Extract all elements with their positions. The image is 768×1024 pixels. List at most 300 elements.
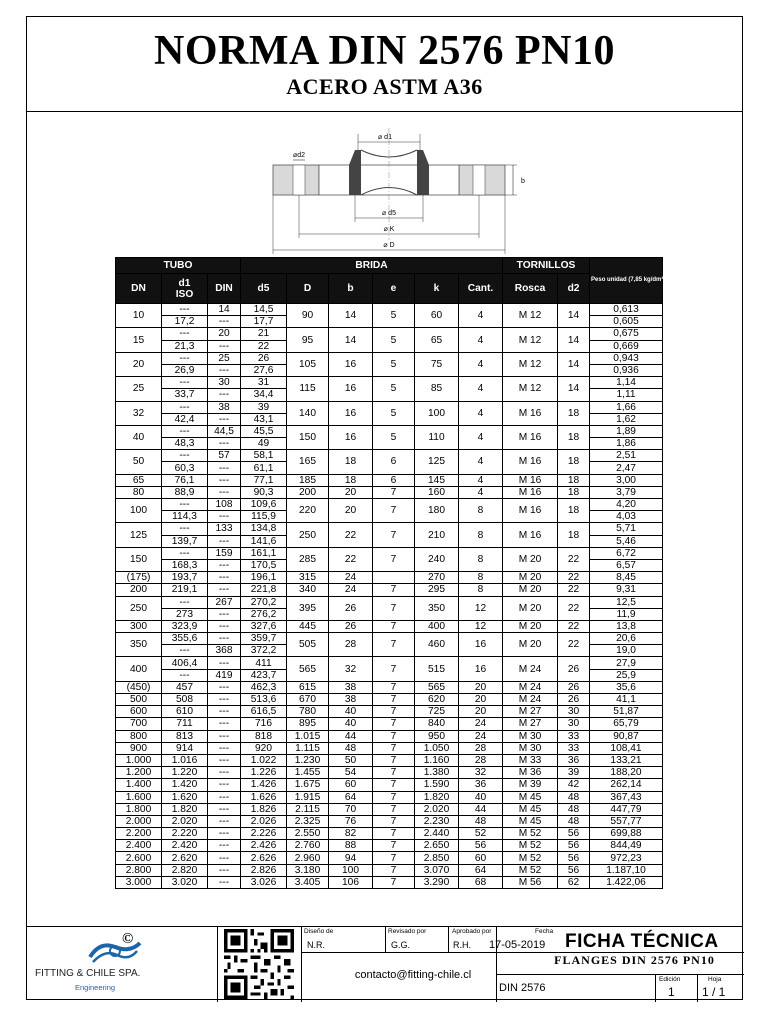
cell-rosca: M 12: [503, 377, 558, 401]
table-row: [116, 742, 663, 754]
cell-d2: 26: [558, 681, 590, 693]
cell-peso: 20,6: [590, 633, 663, 645]
cell-peso: 8,45: [590, 572, 663, 584]
cell-cant: 32: [459, 767, 503, 779]
cell-d5: 716: [241, 718, 287, 730]
cell-peso: 6,72: [590, 547, 663, 559]
footer-hline: [496, 974, 744, 975]
cell-e: 7: [373, 596, 415, 620]
cell-rosca: M 24: [503, 681, 558, 693]
cell-d5: 26: [241, 352, 287, 364]
cell-k: 515: [415, 657, 459, 681]
cell-peso: 844,49: [590, 840, 663, 852]
table-row: [116, 572, 663, 584]
cell-iso: ---: [162, 401, 208, 413]
cell-b: 82: [329, 828, 373, 840]
cell-dn: 300: [116, 620, 162, 632]
cell-cant: 4: [459, 425, 503, 449]
cell-b: 64: [329, 791, 373, 803]
cell-din: ---: [208, 864, 241, 876]
document-sheet: [26, 16, 743, 1000]
cell-din: ---: [208, 767, 241, 779]
cell-dn: 1.800: [116, 803, 162, 815]
cell-rosca: M 30: [503, 742, 558, 754]
cell-d5: 2.026: [241, 815, 287, 827]
cell-D: 2.325: [287, 815, 329, 827]
cell-d2: 22: [558, 620, 590, 632]
table-row: [116, 633, 663, 645]
cell-iso: 42,4: [162, 413, 208, 425]
cell-peso: 0,605: [590, 316, 663, 328]
cell-b: 76: [329, 815, 373, 827]
cell-e: 7: [373, 584, 415, 596]
cell-rosca: M 20: [503, 547, 558, 571]
cell-k: 295: [415, 584, 459, 596]
flange-drawing: [263, 120, 533, 260]
cell-d2: 48: [558, 791, 590, 803]
cell-iso: 323,9: [162, 620, 208, 632]
cell-k: 60: [415, 304, 459, 328]
cell-peso: 2,47: [590, 462, 663, 474]
cell-e: 5: [373, 304, 415, 328]
table-row: [116, 584, 663, 596]
cell-din: ---: [208, 840, 241, 852]
cell-b: 106: [329, 876, 373, 888]
cell-b: 16: [329, 401, 373, 425]
cell-d5: 221,8: [241, 584, 287, 596]
cell-d2: 22: [558, 572, 590, 584]
cell-e: 7: [373, 706, 415, 718]
cell-e: 5: [373, 425, 415, 449]
cell-d5: 43,1: [241, 413, 287, 425]
cell-rosca: M 20: [503, 620, 558, 632]
cell-din: 44,5: [208, 425, 241, 437]
group-header-tornillos: TORNILLOS: [503, 258, 590, 274]
cell-din: ---: [208, 559, 241, 571]
cell-iso: 711: [162, 718, 208, 730]
cell-rosca: M 20: [503, 572, 558, 584]
cell-din: ---: [208, 474, 241, 486]
cell-iso: ---: [162, 328, 208, 340]
cell-iso: 3.020: [162, 876, 208, 888]
cell-cant: 8: [459, 584, 503, 596]
cell-din: ---: [208, 633, 241, 645]
cell-rosca: M 36: [503, 767, 558, 779]
cell-rosca: M 16: [503, 425, 558, 449]
cell-iso: 355,6: [162, 633, 208, 645]
aprobado-label: Aprobado por: [452, 928, 492, 935]
cell-b: 18: [329, 450, 373, 474]
cell-b: 14: [329, 304, 373, 328]
cell-d5: 134,8: [241, 523, 287, 535]
cell-peso: 0,613: [590, 304, 663, 316]
cell-D: 615: [287, 681, 329, 693]
cell-k: 3.070: [415, 864, 459, 876]
cell-dn: 2.800: [116, 864, 162, 876]
footer-divider: [655, 974, 656, 1002]
cell-d5: 1.826: [241, 803, 287, 815]
cell-e: 7: [373, 779, 415, 791]
cell-dn: 32: [116, 401, 162, 425]
cell-k: 950: [415, 730, 459, 742]
table-row: [116, 779, 663, 791]
table-row: [116, 791, 663, 803]
cell-D: 1.915: [287, 791, 329, 803]
cell-k: 160: [415, 486, 459, 498]
cell-d5: 90,3: [241, 486, 287, 498]
cell-d2: 30: [558, 718, 590, 730]
cell-dn: (175): [116, 572, 162, 584]
cell-rosca: M 45: [503, 815, 558, 827]
cell-dn: 3.000: [116, 876, 162, 888]
cell-peso: 3,79: [590, 486, 663, 498]
footer-divider: [697, 974, 698, 1002]
cell-rosca: M 16: [503, 523, 558, 547]
cell-rosca: M 16: [503, 474, 558, 486]
cell-b: 100: [329, 864, 373, 876]
dim-k-label: ⌀ K: [383, 226, 395, 233]
cell-e: 7: [373, 840, 415, 852]
cell-rosca: M 39: [503, 779, 558, 791]
cell-d5: 818: [241, 730, 287, 742]
flange-table-body: [116, 304, 663, 889]
cell-k: 85: [415, 377, 459, 401]
cell-D: 895: [287, 718, 329, 730]
cell-k: 1.380: [415, 767, 459, 779]
cell-din: ---: [208, 413, 241, 425]
cell-dn: 400: [116, 657, 162, 681]
cell-k: 270: [415, 572, 459, 584]
cell-cant: 8: [459, 572, 503, 584]
cell-dn: 25: [116, 377, 162, 401]
cell-din: 14: [208, 304, 241, 316]
edicion-label: Edición: [659, 976, 681, 983]
cell-D: 285: [287, 547, 329, 571]
cell-peso: 972,23: [590, 852, 663, 864]
cell-d2: 18: [558, 523, 590, 547]
cell-rosca: M 16: [503, 486, 558, 498]
doc-type-title: FICHA TÉCNICA: [565, 931, 719, 952]
cell-d5: 423,7: [241, 669, 287, 681]
cell-d2: 26: [558, 694, 590, 706]
cell-k: 240: [415, 547, 459, 571]
table-row: [116, 328, 663, 340]
cell-k: 565: [415, 681, 459, 693]
cell-dn: 40: [116, 425, 162, 449]
cell-din: ---: [208, 754, 241, 766]
cell-din: 267: [208, 596, 241, 608]
cell-cant: 20: [459, 681, 503, 693]
cell-D: 1.230: [287, 754, 329, 766]
cell-cant: 4: [459, 474, 503, 486]
cell-b: 26: [329, 596, 373, 620]
cell-rosca: M 30: [503, 730, 558, 742]
cell-k: 620: [415, 694, 459, 706]
cell-D: 165: [287, 450, 329, 474]
cell-d2: 18: [558, 425, 590, 449]
cell-rosca: M 45: [503, 791, 558, 803]
cell-e: 6: [373, 474, 415, 486]
cell-d2: 39: [558, 767, 590, 779]
cell-d5: 411: [241, 657, 287, 669]
cell-iso: 508: [162, 694, 208, 706]
revisado-label: Revisado por: [388, 928, 427, 935]
table-row: [116, 523, 663, 535]
cell-cant: 16: [459, 633, 503, 657]
table-row: [116, 499, 663, 511]
cell-d2: 42: [558, 779, 590, 791]
cell-d5: 27,6: [241, 364, 287, 376]
cell-d2: 22: [558, 633, 590, 657]
cell-cant: 20: [459, 706, 503, 718]
cell-din: ---: [208, 608, 241, 620]
table-row: [116, 377, 663, 389]
cell-e: 5: [373, 352, 415, 376]
cell-k: 125: [415, 450, 459, 474]
cell-e: 6: [373, 450, 415, 474]
cell-din: 419: [208, 669, 241, 681]
cell-k: 180: [415, 499, 459, 523]
cell-iso: ---: [162, 596, 208, 608]
cell-e: 7: [373, 718, 415, 730]
cell-peso: 19,0: [590, 645, 663, 657]
col-header-iso: [162, 274, 208, 304]
cell-peso: 3,00: [590, 474, 663, 486]
cell-peso: 1,11: [590, 389, 663, 401]
cell-b: 40: [329, 706, 373, 718]
cell-d5: 1.226: [241, 767, 287, 779]
cell-iso: 139,7: [162, 535, 208, 547]
cell-din: ---: [208, 584, 241, 596]
doc-title: FLANGES DIN 2576 PN10: [554, 953, 715, 967]
cell-iso: 1.820: [162, 803, 208, 815]
cell-d5: 1.022: [241, 754, 287, 766]
cell-peso: 133,21: [590, 754, 663, 766]
dim-b-label: b: [521, 178, 525, 185]
doc-code: DIN 2576: [499, 982, 546, 994]
cell-D: 340: [287, 584, 329, 596]
cell-rosca: M 45: [503, 803, 558, 815]
cell-e: 7: [373, 730, 415, 742]
cell-e: 7: [373, 633, 415, 657]
cell-peso: 41,1: [590, 694, 663, 706]
cell-peso: 699,88: [590, 828, 663, 840]
cell-peso: 13,8: [590, 620, 663, 632]
cell-b: 44: [329, 730, 373, 742]
cell-d2: 18: [558, 450, 590, 474]
cell-b: 16: [329, 425, 373, 449]
col-header-cant: Cant.: [459, 274, 503, 304]
cell-rosca: M 12: [503, 304, 558, 328]
cell-cant: 4: [459, 486, 503, 498]
cell-din: ---: [208, 486, 241, 498]
cell-din: ---: [208, 876, 241, 888]
table-row: [116, 304, 663, 316]
cell-d2: 56: [558, 864, 590, 876]
cell-peso: 108,41: [590, 742, 663, 754]
cell-k: 1.820: [415, 791, 459, 803]
cell-rosca: M 27: [503, 706, 558, 718]
cell-b: 26: [329, 620, 373, 632]
cell-peso: 1,14: [590, 377, 663, 389]
cell-d5: 21: [241, 328, 287, 340]
group-header-peso: Peso unidad (7,85 kg/dm³) Kg =: [590, 258, 663, 304]
cell-k: 110: [415, 425, 459, 449]
cell-peso: 4,20: [590, 499, 663, 511]
dim-d2-label: ⌀d2: [292, 152, 306, 159]
cell-din: ---: [208, 718, 241, 730]
table-row: [116, 767, 663, 779]
cell-D: 1.015: [287, 730, 329, 742]
cell-iso: ---: [162, 523, 208, 535]
cell-cant: 4: [459, 304, 503, 328]
cell-d2: 48: [558, 803, 590, 815]
col-header-b: b: [329, 274, 373, 304]
table-row: [116, 450, 663, 462]
cell-k: 2.650: [415, 840, 459, 852]
cell-d2: 26: [558, 657, 590, 681]
cell-peso: 12,5: [590, 596, 663, 608]
cell-peso: 27,9: [590, 657, 663, 669]
cell-iso: 1.420: [162, 779, 208, 791]
cell-e: 7: [373, 499, 415, 523]
cell-d5: 14,5: [241, 304, 287, 316]
cell-e: 5: [373, 377, 415, 401]
cell-peso: 1.422,06: [590, 876, 663, 888]
cell-dn: 500: [116, 694, 162, 706]
cell-peso: 1,89: [590, 425, 663, 437]
company-logo-icon: [85, 937, 145, 967]
contact-email: contacto@fitting-chile.cl: [354, 969, 472, 981]
cell-d5: 270,2: [241, 596, 287, 608]
cell-k: 725: [415, 706, 459, 718]
cell-cant: 52: [459, 828, 503, 840]
cell-b: 24: [329, 584, 373, 596]
cell-e: 5: [373, 328, 415, 352]
cell-cant: 4: [459, 328, 503, 352]
cell-cant: 28: [459, 742, 503, 754]
cell-b: 60: [329, 779, 373, 791]
page-title: NORMA DIN 2576 PN10: [154, 28, 615, 74]
cell-cant: 4: [459, 352, 503, 376]
cell-iso: 273: [162, 608, 208, 620]
cell-iso: 114,3: [162, 511, 208, 523]
col-header-d2: d2: [558, 274, 590, 304]
cell-b: 38: [329, 681, 373, 693]
page-subtitle: ACERO ASTM A36: [286, 74, 483, 99]
cell-rosca: M 20: [503, 584, 558, 596]
cell-D: 140: [287, 401, 329, 425]
cell-k: 1.160: [415, 754, 459, 766]
cell-d2: 14: [558, 328, 590, 352]
cell-d2: 62: [558, 876, 590, 888]
cell-D: 3.180: [287, 864, 329, 876]
cell-d5: 616,5: [241, 706, 287, 718]
cell-peso: 6,57: [590, 559, 663, 571]
cell-e: 7: [373, 803, 415, 815]
cell-cant: 8: [459, 523, 503, 547]
cell-din: 38: [208, 401, 241, 413]
cell-dn: 600: [116, 706, 162, 718]
cell-e: 5: [373, 401, 415, 425]
cell-din: ---: [208, 803, 241, 815]
cell-peso: 65,79: [590, 718, 663, 730]
edicion-value: 1: [668, 985, 675, 999]
hoja-label: Hoja: [708, 976, 722, 983]
cell-D: 115: [287, 377, 329, 401]
cell-peso: 51,87: [590, 706, 663, 718]
cell-iso: 813: [162, 730, 208, 742]
cell-e: 7: [373, 547, 415, 571]
cell-rosca: M 12: [503, 352, 558, 376]
cell-d5: 58,1: [241, 450, 287, 462]
table-row: [116, 401, 663, 413]
cell-iso: 610: [162, 706, 208, 718]
cell-k: 2.020: [415, 803, 459, 815]
cell-iso: ---: [162, 450, 208, 462]
cell-din: 108: [208, 499, 241, 511]
cell-iso: 168,3: [162, 559, 208, 571]
cell-e: 7: [373, 754, 415, 766]
cell-din: 20: [208, 328, 241, 340]
cell-e: 7: [373, 864, 415, 876]
cell-D: 565: [287, 657, 329, 681]
cell-b: 94: [329, 852, 373, 864]
cell-D: 220: [287, 499, 329, 523]
cell-e: 7: [373, 791, 415, 803]
cell-din: ---: [208, 828, 241, 840]
cell-d5: 17,7: [241, 316, 287, 328]
cell-peso: 5,71: [590, 523, 663, 535]
cell-d2: 14: [558, 377, 590, 401]
cell-d2: 14: [558, 352, 590, 376]
cell-k: 1.590: [415, 779, 459, 791]
cell-din: 25: [208, 352, 241, 364]
table-row: [116, 852, 663, 864]
cell-din: ---: [208, 852, 241, 864]
cell-D: 2.550: [287, 828, 329, 840]
cell-peso: 557,77: [590, 815, 663, 827]
col-header-D: D: [287, 274, 329, 304]
cell-peso: 35,6: [590, 681, 663, 693]
cell-iso: 1.016: [162, 754, 208, 766]
cell-b: 22: [329, 523, 373, 547]
cell-d5: 61,1: [241, 462, 287, 474]
footer-divider: [217, 927, 218, 1002]
cell-d5: 49: [241, 438, 287, 450]
copyright-symbol: ©: [122, 931, 134, 947]
cell-iso: ---: [162, 547, 208, 559]
group-header-tubo: TUBO: [116, 258, 241, 274]
cell-rosca: M 16: [503, 450, 558, 474]
cell-b: 28: [329, 633, 373, 657]
cell-e: [373, 572, 415, 584]
title-block: [27, 17, 742, 112]
cell-iso: 48,3: [162, 438, 208, 450]
cell-iso: 219,1: [162, 584, 208, 596]
flange-table: [115, 257, 681, 889]
table-row: [116, 840, 663, 852]
cell-din: ---: [208, 815, 241, 827]
company-tagline: Engineering: [75, 983, 116, 992]
cell-k: 840: [415, 718, 459, 730]
cell-dn: 250: [116, 596, 162, 620]
cell-iso: 76,1: [162, 474, 208, 486]
cell-d2: 18: [558, 499, 590, 523]
cell-dn: 65: [116, 474, 162, 486]
cell-iso: 2.820: [162, 864, 208, 876]
table-column-header: [116, 274, 663, 304]
